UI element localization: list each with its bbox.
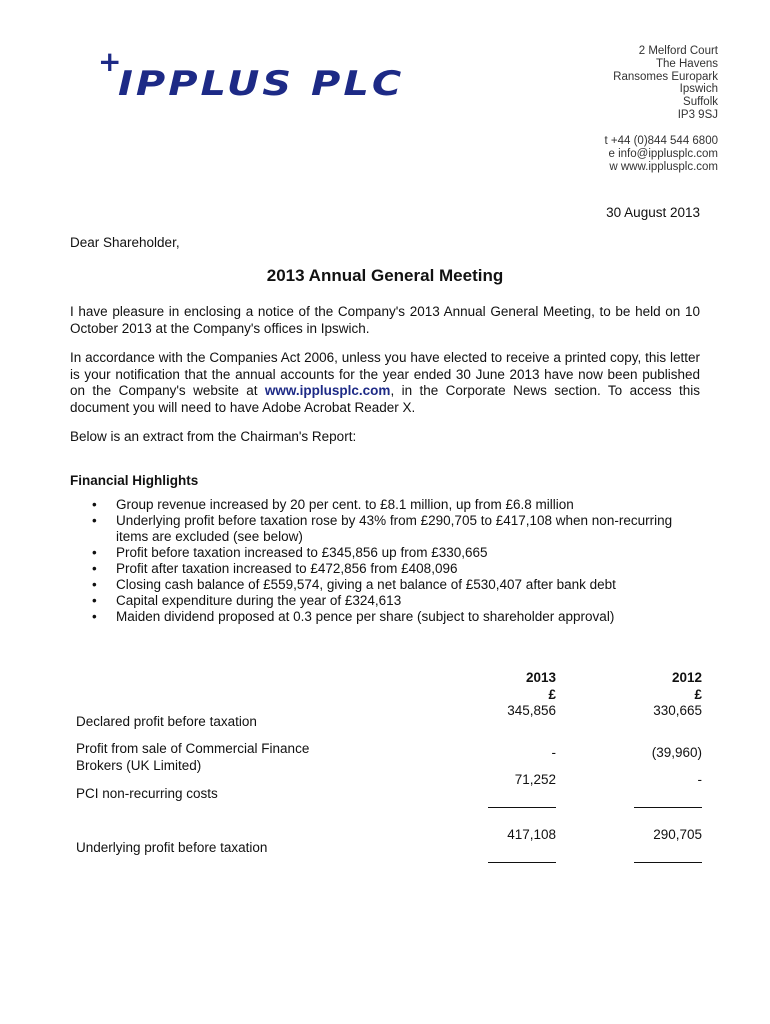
table-cell: 290,705	[653, 827, 702, 842]
address-line: The Havens	[655, 57, 718, 70]
total-rule	[488, 862, 556, 863]
letter-date: 30 August 2013	[606, 205, 700, 220]
company-address	[613, 45, 718, 122]
contact-email: e info@ipplusplc.com	[608, 147, 718, 160]
letter-heading: 2013 Annual General Meeting	[266, 266, 504, 285]
paragraph-extract-intro: Below is an extract from the Chairman's Report:	[70, 429, 357, 444]
company-logo: IPPLUS PLC	[118, 64, 405, 104]
table-cell: 417,108	[507, 827, 556, 842]
table-cell: 330,665	[653, 703, 702, 718]
financial-highlights-list	[88, 497, 708, 625]
table-cell: (39,960)	[651, 745, 702, 760]
address-line: Ransomes Europark	[613, 70, 718, 83]
table-cell: -	[551, 745, 556, 760]
list-item: • Maiden dividend proposed at 0.3 pence per share (subject to shareholder approval)	[88, 609, 708, 625]
contact-website: w www.ipplusplc.com	[609, 160, 718, 173]
row-label: Declared profit before taxation	[76, 714, 257, 729]
currency-header-2012: £	[694, 687, 702, 702]
table-cell: 345,856	[507, 703, 556, 718]
subtotal-rule	[488, 807, 556, 808]
paragraph-agm-notice: I have pleasure in enclosing a notice of the Company's 2013 Annual General Meeting, to be held on 10 October 2013 at the Company's offices in Ipswich.	[70, 304, 700, 336]
website-link[interactable]: www.ipplusplc.com	[264, 383, 391, 398]
address-line: Ipswich	[679, 83, 718, 96]
row-label: Profit from sale of Commercial Finance Brokers (UK Limited)	[76, 741, 310, 773]
paragraph-text: In accordance with the Companies Act 2006, unless you have elected to receive a printed copy, this letter is your notification that the annual accounts for the year ended 30 June 2013 have now been published on the Company's website at	[70, 350, 700, 398]
address-line: Suffolk	[683, 96, 718, 109]
row-label: Underlying profit before taxation	[76, 840, 268, 855]
list-item: • Profit before taxation increased to £345,856 up from £330,665	[88, 545, 708, 561]
column-header-2013: 2013	[525, 670, 556, 685]
currency-header-2013: £	[548, 687, 556, 702]
address-line: 2 Melford Court	[638, 45, 718, 57]
list-item: • Group revenue increased by 20 per cent. to £8.1 million, up from £6.8 million	[88, 497, 708, 513]
table-cell: -	[697, 772, 702, 787]
list-item: • Closing cash balance of £559,574, giving a net balance of £530,407 after bank debt	[88, 577, 708, 593]
salutation: Dear Shareholder,	[70, 235, 180, 250]
financial-highlights-title: Financial Highlights	[70, 473, 199, 488]
column-header-2012: 2012	[671, 670, 702, 685]
table-cell: 71,252	[514, 772, 556, 787]
address-line: IP3 9SJ	[677, 108, 718, 121]
logo-plus-mark: +	[98, 45, 122, 78]
list-item: • Underlying profit before taxation rose by 43% from £290,705 to £417,108 when non-recurring items are excluded (see below)	[88, 513, 708, 545]
total-rule	[634, 862, 702, 863]
paragraph-annual-accounts	[70, 350, 700, 416]
paragraph-text: , in the Corporate News section. To access this document you will need to have Adobe Acrobat Reader X.	[70, 383, 700, 415]
row-label: PCI non-recurring costs	[76, 786, 218, 801]
list-item: • Capital expenditure during the year of £324,613	[88, 593, 708, 609]
list-item: • Profit after taxation increased to £472,856 from £408,096	[88, 561, 708, 577]
subtotal-rule	[634, 807, 702, 808]
company-contact	[605, 135, 719, 173]
contact-phone: t +44 (0)844 544 6800	[604, 135, 718, 147]
